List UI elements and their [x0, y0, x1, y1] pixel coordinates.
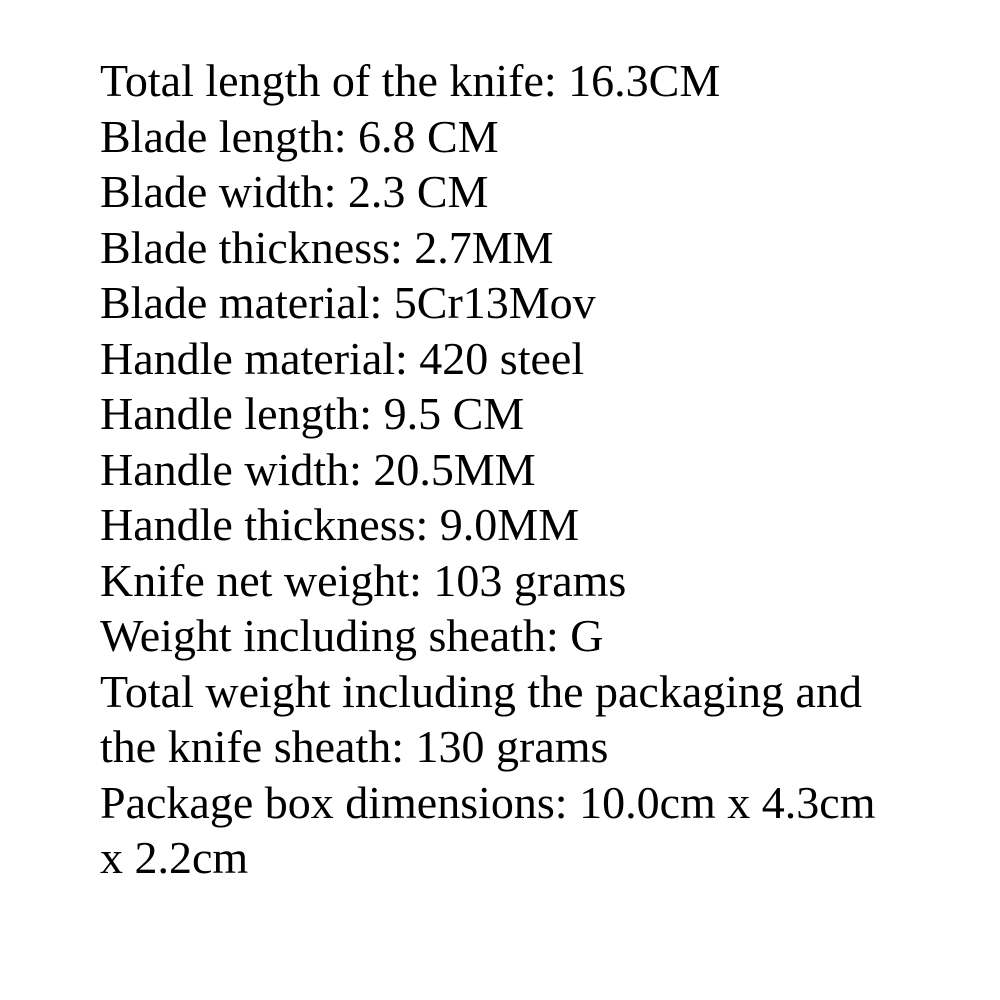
spec-total-weight-line-1: Total weight including the packaging and: [100, 665, 862, 717]
spec-blade-length: Blade length: 6.8 CM: [100, 110, 499, 162]
spec-handle-thickness: Handle thickness: 9.0MM: [100, 499, 580, 550]
spec-handle-width: Handle width: 20.5MM: [100, 443, 536, 495]
spec-total-length: Total length of the knife: 16.3CM: [100, 55, 721, 106]
spec-package-dimensions-line-1: Package box dimensions: 10.0cm x 4.3cm: [100, 776, 876, 828]
spec-blade-width: Blade width: 2.3 CM: [100, 166, 489, 217]
spec-weight-with-sheath: Weight including sheath: G: [100, 610, 604, 661]
spec-package-dimensions-line-2: x 2.2cm: [100, 832, 249, 883]
spec-blade-material: Blade material: 5Cr13Mov: [100, 277, 596, 328]
spec-net-weight: Knife net weight: 103 grams: [100, 554, 627, 606]
spec-handle-length: Handle length: 9.5 CM: [100, 388, 525, 439]
spec-blade-thickness: Blade thickness: 2.7MM: [100, 221, 554, 273]
spec-list: [100, 53, 960, 886]
spec-total-weight-line-2: the knife sheath: 130 grams: [100, 721, 609, 772]
spec-handle-material: Handle material: 420 steel: [100, 332, 585, 384]
